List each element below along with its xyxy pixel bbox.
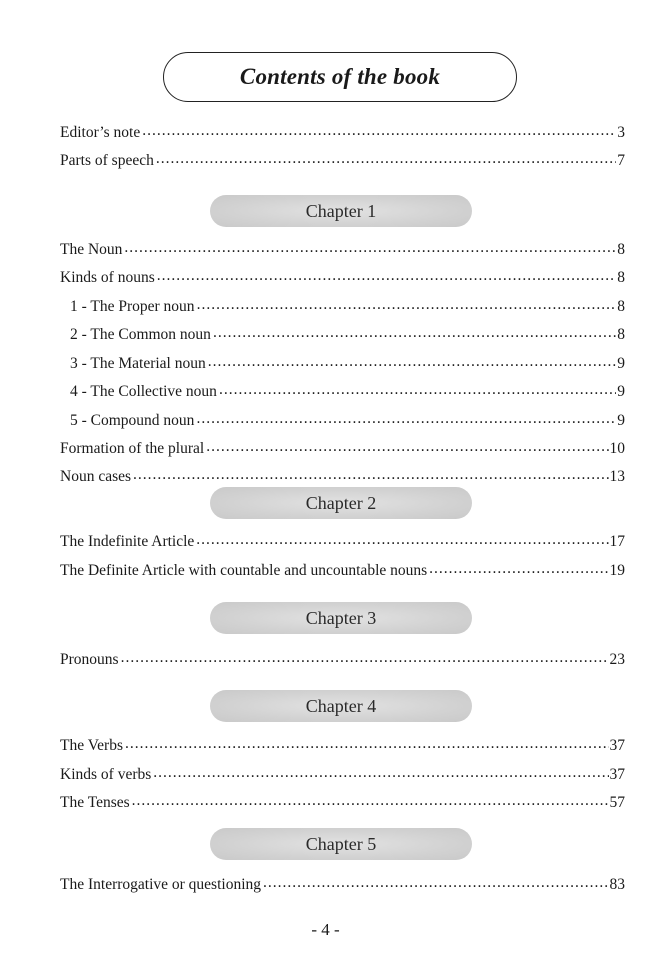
toc-entry-page: 8 [617,241,625,258]
toc-entry-label: Pronouns [60,651,119,668]
toc-entry-page: 9 [617,355,625,372]
toc-entry-page: 7 [617,152,625,169]
chapter-heading [210,195,472,227]
toc-entry-page: 13 [609,468,625,485]
page-number: - 4 - [311,920,340,939]
toc-entry [60,436,625,458]
toc-entry-page: 9 [617,383,625,400]
toc-entry-label: Kinds of verbs [60,766,152,783]
toc-entry-page: 3 [617,124,625,141]
toc-entry-page: 8 [617,298,625,315]
toc-entry-page: 17 [609,533,625,550]
chapter-heading [210,602,472,634]
toc-entry [60,872,625,894]
toc-entry-label: The Noun [60,241,123,258]
toc-entry-page: 37 [609,766,625,783]
title-frame [163,52,517,102]
toc-entry [70,379,625,401]
toc-entry-page: 10 [609,440,625,457]
toc-entry-page: 19 [609,562,625,579]
toc-entry [60,529,625,551]
toc-entry [60,558,625,580]
toc-entry-label: Parts of speech [60,152,154,169]
toc-entry-label: 1 - The Proper noun [70,298,195,315]
chapter-label: Chapter 4 [305,695,377,716]
chapter-heading [210,828,472,860]
toc-entry-page: 8 [617,269,625,286]
toc-entry-label: The Indefinite Article [60,533,195,550]
toc-entry-label: 4 - The Collective noun [70,383,217,400]
toc-entry-label: The Verbs [60,737,123,754]
toc-entry [60,762,625,784]
toc-entry [60,120,625,142]
chapter-heading [210,487,472,519]
toc-entry [70,294,625,316]
toc-entry-page: 23 [609,651,625,668]
chapter-label: Chapter 1 [305,200,377,221]
toc-entry [60,647,625,669]
toc-entry [60,790,625,812]
toc-entry-page: 83 [609,876,625,893]
toc-entry [70,322,625,344]
toc-entry-page: 9 [617,412,625,429]
toc-entry [60,265,625,287]
toc-entry [70,351,625,373]
toc-entry-page: 57 [609,794,625,811]
chapter-label: Chapter 3 [305,607,377,628]
toc-entry-label: Editor’s note [60,124,141,141]
toc-entry-label: 3 - The Material noun [70,355,206,372]
toc-entry [60,237,625,259]
chapter-heading [210,690,472,722]
toc-entry-label: Formation of the plural [60,440,205,457]
chapter-label: Chapter 5 [305,833,377,854]
toc-entry-label: 5 - Compound noun [70,412,195,429]
toc-entry [60,148,625,170]
toc-entry-label: Kinds of nouns [60,269,155,286]
chapter-label: Chapter 2 [305,492,377,513]
toc-entry-page: 37 [609,737,625,754]
toc-entry-label: The Interrogative or questioning [60,876,262,893]
toc-entry-label: 2 - The Common noun [70,326,211,343]
toc-entry [70,408,625,430]
toc-entry-label: Noun cases [60,468,132,485]
page-title: Contents of the book [239,64,441,89]
toc-entry [60,464,625,486]
toc-entry-label: The Definite Article with countable and uncountable nouns [60,562,428,579]
toc-entry-label: The Tenses [60,794,130,811]
toc-entry-page: 8 [617,326,625,343]
toc-entry [60,733,625,755]
